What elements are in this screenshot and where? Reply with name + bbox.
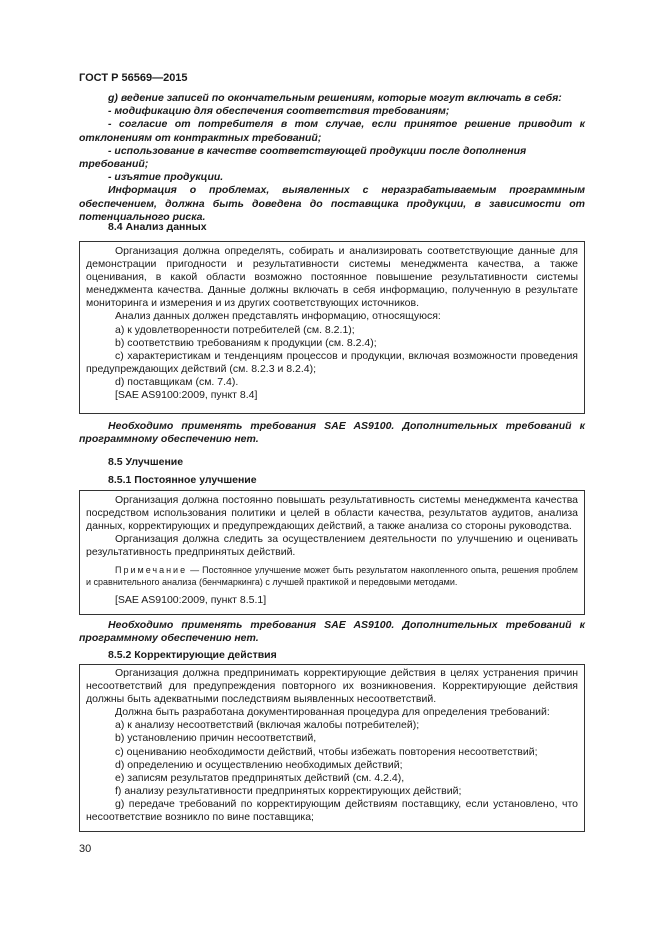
document-header: ГОСТ Р 56569—2015 bbox=[79, 72, 188, 84]
box-list-item: d) определению и осуществлению необходимых действий; bbox=[115, 758, 403, 771]
box-list-item: а) к анализу несоответствий (включая жалобы потребителей); bbox=[115, 719, 420, 732]
box-list-item: d) поставщикам (см. 7.4). bbox=[115, 375, 239, 388]
box-list-item: g) передаче требований по корректирующим действиям поставщику, если установлено, что несоответствие возникло по вине поставщика; bbox=[86, 797, 578, 824]
intro-line: - согласие от потребителя в том случае, если принятое решение приводит к отклонениям от контрактных требований; bbox=[79, 118, 585, 144]
box-list-item: c) характеристикам и тенденциям процессов и продукции, включая возможности проведения предупреждающих действий (см. 8.2.3 и 8.2.4); bbox=[86, 349, 578, 375]
box-note bbox=[86, 565, 578, 588]
intro-line: - использование в качестве соответствующей продукции после дополнения требований; bbox=[79, 144, 527, 171]
box-reference: [SAE AS9100:2009, пункт 8.4] bbox=[115, 389, 258, 402]
box-paragraph: Организация должна определять, собирать и анализировать соответствующие данные для демонстрации пригодности и результативности системы менеджмента качества, а также оценивания, в какой области возможно постоянное повышение результативности системы менеджмента качества. Данные должны включать в себя информацию, полученную в результате мониторинга и измерения и из других соответствующих источников. bbox=[86, 245, 578, 310]
box-list-item: b) установлению причин несоответствий, bbox=[115, 732, 317, 745]
box-list-item: f) анализу результативности предпринятых корректирующих действий; bbox=[115, 784, 462, 797]
intro-line: - изъятие продукции. bbox=[108, 171, 224, 184]
section-heading-8-5-1: 8.5.1 Постоянное улучшение bbox=[108, 474, 257, 486]
box-paragraph: Организация должна постоянно повышать результативность системы менеджмента качества посредством использования политики и целей в области качества, результатов аудитов, анализа данных, корректирующих и предупреждающих действий, а также анализа со стороны руководства. bbox=[86, 494, 578, 533]
note-label: Примечание bbox=[115, 565, 188, 576]
box-list-item: c) оцениванию необходимости действий, чтобы избежать повторения несоответствий; bbox=[115, 745, 538, 758]
requirement-box-8-5-2 bbox=[79, 664, 585, 832]
box-reference: [SAE AS9100:2009, пункт 8.5.1] bbox=[115, 594, 267, 607]
section-note-8-4: Необходимо применять требования SAE AS9100. Дополнительных требований к программному обеспечению нет. bbox=[79, 420, 585, 446]
box-list-item: b) соответствию требованиям к продукции (см. 8.2.4); bbox=[115, 336, 377, 349]
section-heading-8-5-2: 8.5.2 Корректирующие действия bbox=[108, 649, 277, 661]
box-paragraph: Анализ данных должен представлять информацию, относящуюся: bbox=[115, 310, 441, 323]
note-text: — Постоянное улучшение может быть результатом накопленного опыта, решения проблем и сравнительного анализа (бенчмаркинга) с лучшей практикой и передовыми методами. bbox=[86, 565, 578, 587]
section-note-8-5-1: Необходимо применять требования SAE AS9100. Дополнительных требований к программному обеспечению нет. bbox=[79, 619, 585, 645]
box-list-item: e) записям результатов предпринятых действий (см. 4.2.4), bbox=[115, 771, 405, 784]
box-paragraph: Должна быть разработана документированная процедура для определения требований: bbox=[115, 706, 550, 719]
box-paragraph: Организация должна следить за осуществлением деятельности по улучшению и оценивать результативность предпринятых действий. bbox=[86, 533, 578, 559]
intro-block bbox=[79, 92, 585, 224]
page-number: 30 bbox=[79, 843, 92, 855]
requirement-box-8-5-1 bbox=[79, 490, 585, 615]
requirement-box-8-4 bbox=[79, 241, 585, 414]
section-heading-8-5: 8.5 Улучшение bbox=[108, 456, 184, 468]
box-list-item: а) к удовлетворенности потребителей (см. 8.2.1); bbox=[115, 323, 355, 336]
intro-line: g) ведение записей по окончательным решениям, которые могут включать в себя: bbox=[108, 92, 562, 104]
box-paragraph: Организация должна предпринимать корректирующие действия в целях устранения причин несоответствий для предупреждения повторного их возникновения. Корректирующие действия должны быть адекватными последствиям выявленных несоответствий. bbox=[86, 667, 578, 706]
intro-line: - модификацию для обеспечения соответствия требованиям; bbox=[108, 105, 450, 118]
section-heading-8-4: 8.4 Анализ данных bbox=[108, 221, 207, 233]
intro-paragraph: Информация о проблемах, выявленных с неразрабатываемым программным обеспечением, должна быть доведена до поставщика продукции, в зависимости от потенциального риска. bbox=[79, 184, 585, 223]
